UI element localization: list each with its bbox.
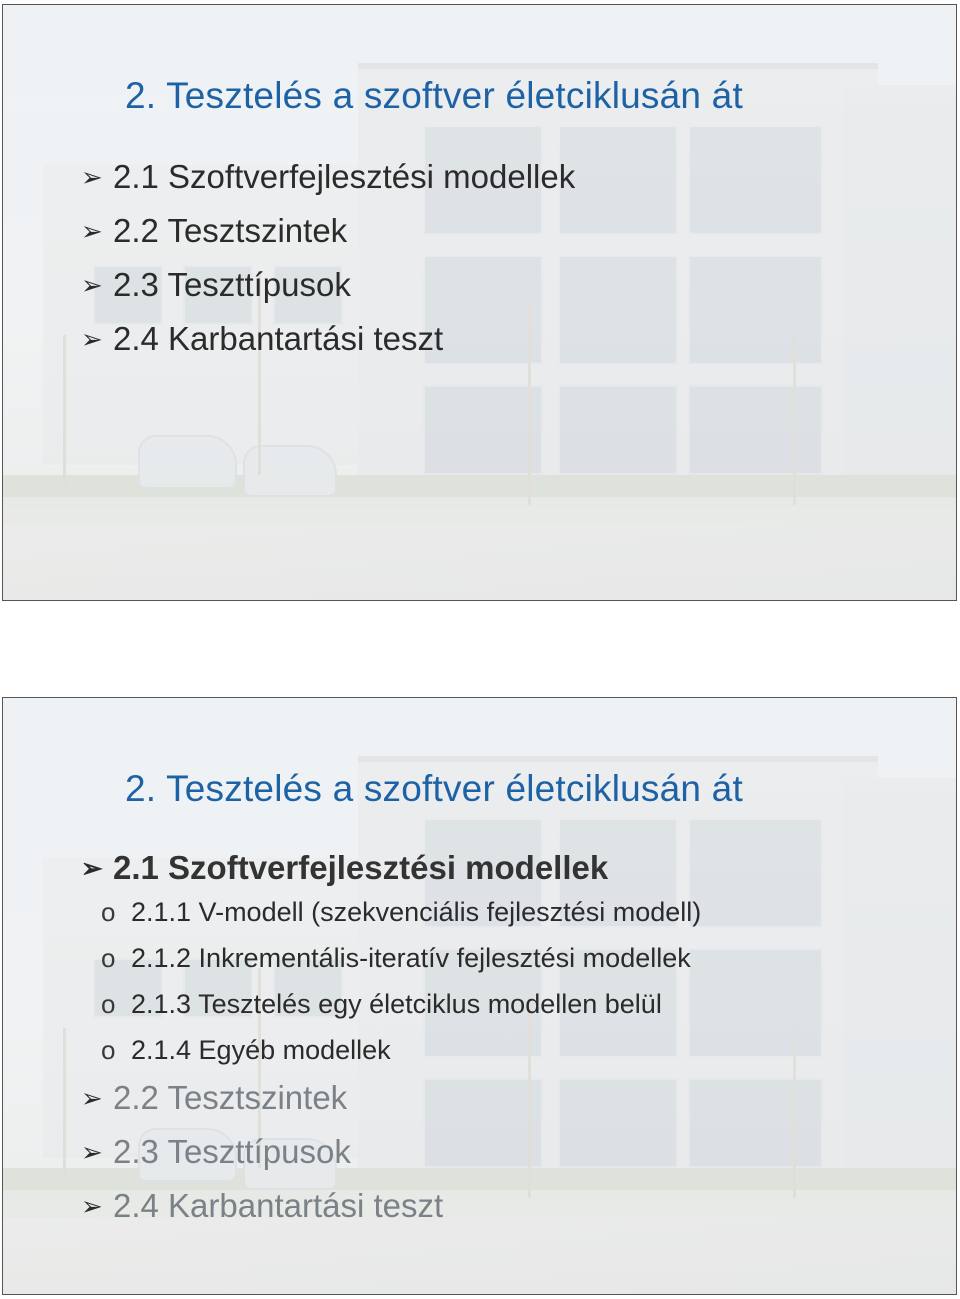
sub-list-item [81, 894, 701, 940]
arrow-bullet-icon: ➢ [81, 1137, 103, 1167]
list-item-label: 2.4 Karbantartási teszt [113, 1187, 444, 1224]
sub-list-item [81, 1032, 701, 1078]
list-item-label: 2.3 Teszttípusok [113, 1133, 351, 1170]
circle-bullet-icon: o [101, 897, 116, 927]
list-item [81, 1078, 701, 1132]
arrow-bullet-icon: ➢ [81, 853, 103, 883]
list-item-label: 2.3 Teszttípusok [113, 266, 351, 303]
list-item [81, 319, 575, 373]
list-item-label: 2.1 Szoftverfejlesztési modellek [113, 849, 609, 886]
sub-list-item-label: 2.1.2 Inkrementális-iteratív fejlesztési modellek [131, 943, 691, 973]
sub-list-item-label: 2.1.4 Egyéb modellek [131, 1035, 391, 1065]
topic-list [81, 157, 575, 373]
list-item [81, 265, 575, 319]
slide-2 [2, 697, 957, 1295]
list-item [81, 1132, 701, 1186]
list-item-label: 2.4 Karbantartási teszt [113, 320, 444, 357]
slide-1 [2, 4, 957, 601]
arrow-bullet-icon: ➢ [81, 216, 103, 246]
sub-list-item [81, 986, 701, 1032]
sub-list-item-label: 2.1.1 V-modell (szekvenciális fejlesztési modell) [131, 897, 702, 927]
sub-list-item-label: 2.1.3 Tesztelés egy életciklus modellen belül [131, 989, 662, 1019]
slide-title: 2. Tesztelés a szoftver életciklusán át [125, 768, 743, 809]
circle-bullet-icon: o [101, 989, 116, 1019]
active-list-item [81, 848, 701, 894]
list-item-label: 2.2 Tesztszintek [113, 212, 348, 249]
list-item [81, 157, 575, 211]
circle-bullet-icon: o [101, 943, 116, 973]
arrow-bullet-icon: ➢ [81, 1191, 103, 1221]
circle-bullet-icon: o [101, 1035, 116, 1065]
slide-title: 2. Tesztelés a szoftver életciklusán át [125, 75, 743, 116]
topic-list [81, 848, 701, 1240]
arrow-bullet-icon: ➢ [81, 162, 103, 192]
arrow-bullet-icon: ➢ [81, 324, 103, 354]
list-item [81, 211, 575, 265]
list-item [81, 1186, 701, 1240]
arrow-bullet-icon: ➢ [81, 1083, 103, 1113]
sub-list-item [81, 940, 701, 986]
arrow-bullet-icon: ➢ [81, 270, 103, 300]
list-item-label: 2.1 Szoftverfejlesztési modellek [113, 158, 576, 195]
list-item-label: 2.2 Tesztszintek [113, 1079, 348, 1116]
